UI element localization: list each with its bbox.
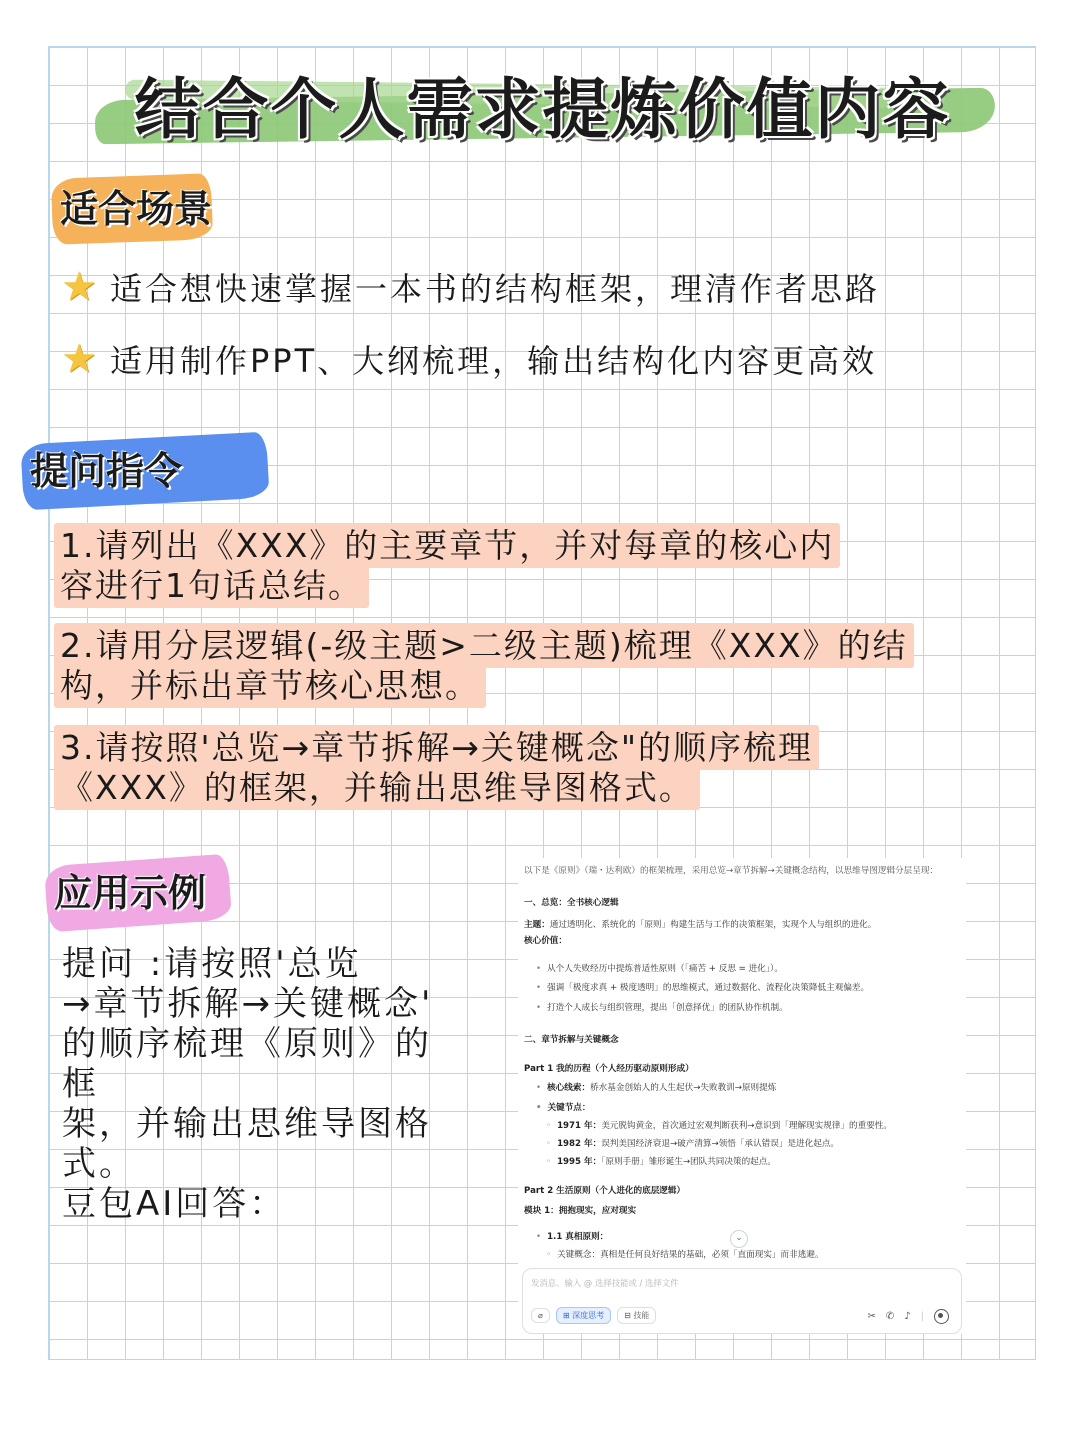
chat-list-item: • 从个人失败经历中提炼普适性原则（「痛苦 + 反思 = 进化」）。 (536, 964, 783, 974)
chat-right-tools (867, 1309, 949, 1324)
star-icon: ★ (61, 264, 97, 310)
page-title: 结合个人需求提炼价值内容 (134, 71, 951, 148)
phone-icon[interactable]: ✆ (885, 1311, 895, 1322)
chat-list-item: • 打造个人成长与组织管理，提出「创意择优」的团队协作机制。 (536, 1003, 788, 1013)
chat-sub-text: 误判美国经济衰退→破产清算→领悟「承认错误」是进化起点。 (601, 1139, 840, 1149)
prompt-item (54, 626, 954, 706)
chat-list-text: 关键节点： (547, 1103, 591, 1113)
paperclip-icon: ⌀ (538, 1311, 543, 1320)
scene-item (52, 334, 877, 384)
deep-think-label: 深度思考 (572, 1311, 605, 1320)
chat-intro: 以下是《原则》（瑞・达利欧）的框架梳理，采用总览→章节拆解→关键概念结构，以思维导图逻辑分层呈现： (524, 866, 939, 876)
deep-think-icon: ⊞ (562, 1311, 573, 1320)
chat-input-placeholder: 发消息、输入 @ 选择技能或 / 选择文件 (531, 1278, 679, 1288)
chat-sub-item: ◦ 1995 年：「原则手册」雏形诞生→团队共同决策的起点。 (546, 1157, 776, 1167)
chevron-down-icon: ⌄ (735, 1233, 743, 1243)
skill-button[interactable] (617, 1307, 656, 1324)
chat-module: 模块 1：拥抱现实，应对现实 (524, 1206, 637, 1216)
chat-list-item: • 1.1 真相原则： (536, 1232, 609, 1242)
chat-sub-text: 美元脱钩黄金，首次通过宏观判断获利→意识到「理解现实规律」的重要性。 (601, 1121, 892, 1131)
chat-bold-label: 核心线索： (547, 1083, 591, 1093)
chat-theme (524, 918, 960, 930)
chat-sub-text: 真相是任何良好结果的基础，必须「直面现实」而非逃避。 (600, 1250, 824, 1260)
chat-sub-item: ◦ 1982 年：误判美国经济衰退→破产清算→领悟「承认错误」是进化起点。 (546, 1139, 840, 1149)
chat-sub-item: ◦ 1971 年：美元脱钩黄金，首次通过宏观判断获利→意识到「理解现实规律」的重要性。 (546, 1121, 892, 1131)
chat-theme-label: 主题： (524, 920, 550, 930)
chat-list-text: 1.1 真相原则： (547, 1232, 609, 1242)
chat-part-title: Part 2 生活原则（个人进化的底层逻辑） (524, 1186, 686, 1196)
chat-list-item: • 关键节点： (536, 1103, 591, 1113)
chat-list-text: 桥水基金创始人的人生起伏→失败教训→原则提炼 (590, 1083, 777, 1093)
chat-sub-text: 「原则手册」雏形诞生→团队共同决策的起点。 (601, 1157, 776, 1167)
chat-year: 1971 年： (557, 1121, 602, 1131)
chat-bold-label: 关键概念： (557, 1250, 601, 1260)
chat-year: 1982 年： (557, 1139, 602, 1149)
star-icon: ★ (61, 336, 97, 382)
title-block (85, 54, 1000, 148)
chat-tools (531, 1307, 656, 1324)
chat-theme-text: 通过透明化、系统化的「原则」构建生活与工作的决策框架，实现个人与组织的进化。 (549, 920, 877, 930)
chat-list-text: 打造个人成长与组织管理，提出「创意择优」的团队协作机制。 (547, 1003, 788, 1013)
chat-input-box[interactable] (522, 1268, 962, 1334)
example-text: 提问 :请按照'总览 →章节拆解→关键概念' 的顺序梳理《原则》的框 架，并输出思维导图格式。 豆包AI回答： (62, 944, 434, 1224)
chat-list-text: 强调「极度求真 + 极度透明」的思维模式，通过数据化、流程化决策降低主观偏差。 (547, 983, 870, 993)
chat-list-text: 从个人失败经历中提炼普适性原则（「痛苦 + 反思 = 进化」）。 (547, 964, 783, 974)
scene-item-text: 适用制作PPT、大纲梳理，输出结构化内容更高效 (110, 342, 878, 380)
scene-item-text: 适合想快速掌握一本书的结构框架，理清作者思路 (110, 270, 881, 308)
scroll-down-button[interactable] (730, 1230, 748, 1248)
prompt-text: 1.请列出《XXX》的主要章节，并对每章的核心内容进行1句话总结。 (54, 523, 840, 608)
prompt-item (54, 728, 814, 808)
scissors-icon[interactable]: ✂ (867, 1311, 876, 1322)
chat-screenshot (518, 858, 966, 1334)
chat-part-title: Part 1 我的历程（个人经历驱动原则形成） (524, 1064, 694, 1074)
section-tag-prompt (22, 438, 268, 504)
chat-list-item: • 强调「极度求真 + 极度透明」的思维模式，通过数据化、流程化决策降低主观偏差。 (536, 983, 870, 993)
scene-item (52, 262, 880, 312)
skill-grid-icon: ⊟ (624, 1311, 634, 1320)
prompt-text: 2.请用分层逻辑(-级主题>二级主题)梳理《XXX》的结构，并标出章节核心思想。 (54, 623, 914, 708)
chat-list-item: • 核心线索：桥水基金创始人的人生起伏→失败教训→原则提炼 (536, 1083, 777, 1093)
prompt-text: 3.请按照'总览→章节拆解→关键概念"的顺序梳理《XXX》的框架，并输出思维导图格式。 (54, 725, 819, 810)
section-label: 应用示例 (54, 871, 207, 915)
microphone-icon[interactable]: ♪ (904, 1311, 911, 1322)
chat-year: 1995 年： (557, 1157, 602, 1167)
section-label: 适合场景 (60, 187, 213, 231)
send-icon[interactable] (934, 1309, 949, 1324)
chat-section-title: 一、总览：全书核心逻辑 (524, 898, 619, 908)
prompt-item (54, 526, 854, 606)
chat-value-label: 核心价值： (524, 936, 567, 946)
section-tag-example (46, 860, 230, 926)
chat-section-title: 二、章节拆解与关键概念 (524, 1035, 619, 1045)
skill-label: 技能 (633, 1311, 650, 1320)
section-tag-scene (52, 176, 212, 242)
chat-sub-item: ◦ 关键概念：真相是任何良好结果的基础，必须「直面现实」而非逃避。 (546, 1250, 824, 1260)
deep-think-button[interactable] (556, 1307, 611, 1324)
attach-button[interactable] (531, 1308, 550, 1323)
section-label: 提问指令 (30, 449, 183, 493)
divider: | (920, 1311, 924, 1322)
